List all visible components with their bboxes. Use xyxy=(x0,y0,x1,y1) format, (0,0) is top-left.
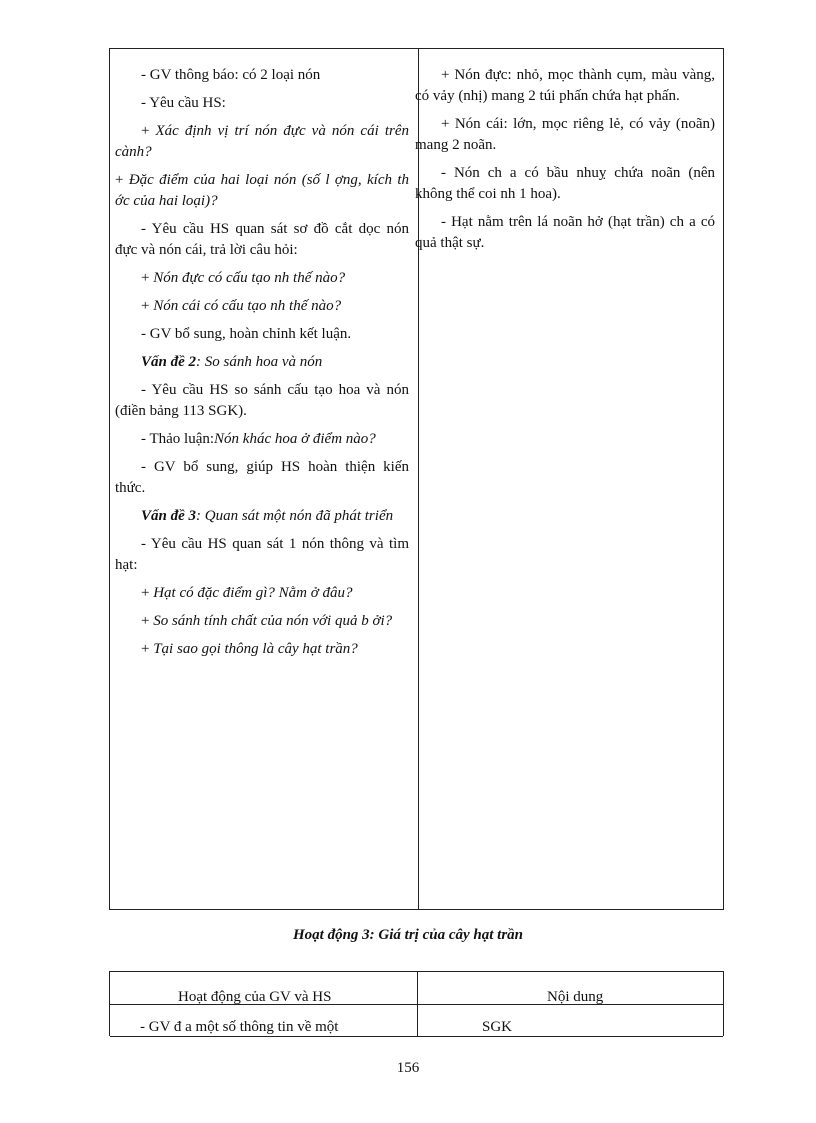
paragraph-text: - Yêu cầu HS quan sát 1 nón thông và tìm hạt: xyxy=(115,536,409,573)
paragraph-text: : So sánh hoa và nón xyxy=(196,354,323,370)
left-paragraph xyxy=(115,170,409,212)
paragraph-text: Hạt có đặc điểm gì? Nằm ở đâu? xyxy=(153,585,353,601)
paragraph-text: So sánh tính chất của nón với quả b ởi? xyxy=(153,613,393,629)
header-activities: Hoạt động của GV và HS xyxy=(178,989,332,1005)
paragraph-text: - Yêu cầu HS quan sát sơ đồ cắt dọc nón đực và nón cái, trả lời câu hỏi: xyxy=(115,221,409,258)
paragraph-text: Xác định vị trí nón đực và nón cái trên cành? xyxy=(115,123,409,160)
page-number: 156 xyxy=(396,1060,420,1076)
left-paragraph xyxy=(115,611,409,632)
content-paragraph: - Hạt nằm trên lá noãn hở (hạt trần) ch a có quả thật sự. xyxy=(415,214,715,251)
left-paragraph xyxy=(115,583,409,604)
bullet-prefix: + xyxy=(141,298,154,314)
paragraph-text: Nón khác hoa ở điểm nào? xyxy=(214,431,376,447)
left-paragraph xyxy=(115,296,409,317)
section-heading: Hoạt động 3: Giá trị của cây hạt trần xyxy=(292,927,524,943)
left-paragraph xyxy=(115,65,409,86)
activity-3-table xyxy=(109,971,724,1036)
paragraph-text: - GV thông báo: có 2 loại nón xyxy=(141,67,321,83)
left-paragraph xyxy=(115,639,409,660)
left-paragraph xyxy=(115,121,409,163)
teacher-student-activities-column xyxy=(115,65,409,667)
content-paragraph: + Nón đực: nhỏ, mọc thành cụm, màu vàng, có vảy (nhị) mang 2 túi phấn chứa hạt phấn. xyxy=(415,67,715,104)
problem-label: Vấn đề 3 xyxy=(141,508,197,524)
bullet-prefix: + xyxy=(141,641,154,657)
paragraph-text: - Yêu cầu HS so sánh cấu tạo hoa và nón (điền bảng 113 SGK). xyxy=(115,382,409,419)
header-content: Nội dung xyxy=(547,989,604,1005)
left-paragraph xyxy=(115,93,409,114)
content-paragraph: + Nón cái: lớn, mọc riêng lẻ, có vảy (noãn) mang 2 noãn. xyxy=(415,116,715,153)
left-paragraph xyxy=(115,352,409,373)
activity-table xyxy=(109,48,724,910)
paragraph-text: - Yêu cầu HS: xyxy=(141,95,226,111)
left-paragraph xyxy=(115,429,409,450)
left-paragraph xyxy=(115,457,409,499)
left-paragraph xyxy=(115,324,409,345)
paragraph-text: - GV bổ sung, giúp HS hoàn thiện kiến thức. xyxy=(115,459,409,496)
paragraph-text: Đặc điểm của hai loại nón (số l ợng, kích th ớc của hai loại)? xyxy=(115,172,409,209)
left-paragraph xyxy=(115,219,409,261)
left-paragraph xyxy=(115,506,409,527)
bullet-prefix: + xyxy=(141,585,154,601)
left-paragraph xyxy=(115,268,409,289)
row1-content: SGK xyxy=(482,1019,513,1035)
row1-activities: - GV đ a một số thông tin về một xyxy=(140,1019,339,1035)
problem-label: Vấn đề 2 xyxy=(141,354,197,370)
bullet-prefix: + xyxy=(141,123,156,139)
bullet-prefix: + xyxy=(141,613,154,629)
left-paragraph xyxy=(115,380,409,422)
paragraph-text: Nón đực có cấu tạo nh thế nào? xyxy=(153,270,346,286)
paragraph-text: - GV bổ sung, hoàn chỉnh kết luận. xyxy=(141,326,352,342)
paragraph-text: Tại sao gọi thông là cây hạt trần? xyxy=(153,641,358,657)
discussion-lead: - Thảo luận: xyxy=(141,431,215,447)
content-column xyxy=(415,65,715,261)
paragraph-text: Nón cái có cấu tạo nh thế nào? xyxy=(153,298,342,314)
paragraph-text: : Quan sát một nón đã phát triển xyxy=(196,508,394,524)
bullet-prefix: + xyxy=(115,172,129,188)
left-paragraph xyxy=(115,534,409,576)
content-paragraph: - Nón ch a có bầu nhuỵ chứa noãn (nên không thể coi nh 1 hoa). xyxy=(415,165,715,202)
bullet-prefix: + xyxy=(141,270,154,286)
